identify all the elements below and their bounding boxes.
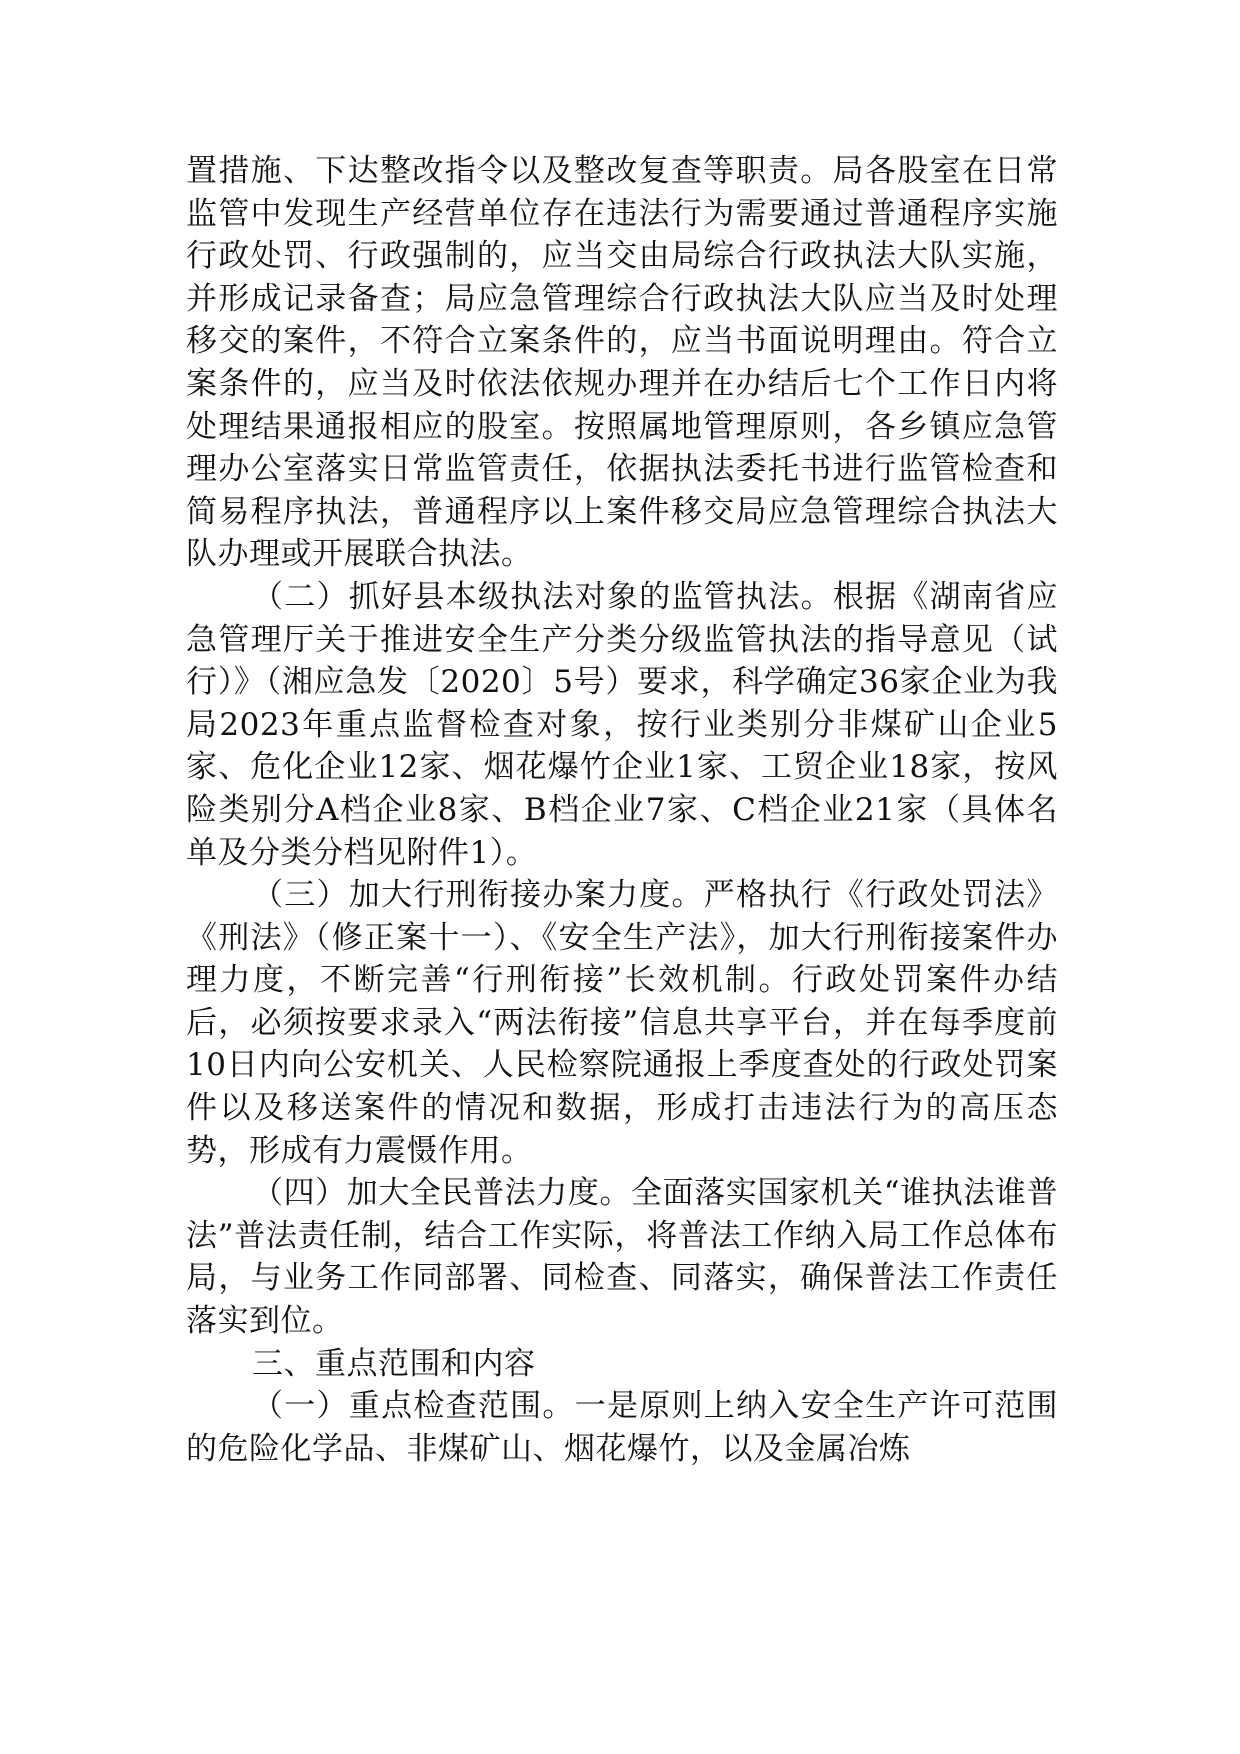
paragraph-section-2-county-enforcement: （二）抓好县本级执法对象的监管执法。根据《湖南省应急管理厅关于推进安全生产分类分级监管执法的指导意见（试行）》（湘应急发〔2020〕5号）要求，科学确定36家企业为我局2023年重点监督检查对象，按行业类别分非煤矿山企业5家、危化企业12家、烟花爆竹企业1家、工贸企业18家，按风险类别分A档企业8家、B档企业7家、C档企业21家（具体名单及分类分档见附件1）。 — [186, 578, 1058, 871]
document-body — [186, 150, 1058, 1470]
section-heading-scope-content: 三、重点范围和内容 — [252, 1345, 536, 1382]
paragraph-continued-duties: 置措施、下达整改指令以及整改复查等职责。局各股室在日常监管中发现生产经营单位存在违法行为需要通过普通程序实施行政处罚、行政强制的，应当交由局综合行政执法大队实施，并形成记录备查；局应急管理综合行政执法大队应当及时处理移交的案件，不符合立案条件的，应当书面说明理由。符合立案条件的，应当及时依法依规办理并在办结后七个工作日内将处理结果通报相应的股室。按照属地管理原则，各乡镇应急管理办公室落实日常监管责任，依据执法委托书进行监管检查和简易程序执法，普通程序以上案件移交局应急管理综合执法大队办理或开展联合执法。 — [186, 153, 1058, 573]
paragraph-key-inspection-scope: （一）重点检查范围。一是原则上纳入安全生产许可范围的危险化学品、非煤矿山、烟花爆竹，以及金属冶炼 — [186, 1388, 1058, 1467]
paragraph-section-3-criminal-link: （三）加大行刑衔接办案力度。严格执行《行政处罚法》《刑法》（修正案十一）、《安全生产法》，加大行刑衔接案件办理力度，不断完善“行刑衔接”长效机制。行政处罚案件办结后，必须按要求录入“两法衔接”信息共享平台，并在每季度前10日内向公安机关、人民检察院通报上季度查处的行政处罚案件以及移送案件的情况和数据，形成打击违法行为的高压态势，形成有力震慑作用。 — [186, 877, 1058, 1169]
paragraph-section-4-law-popularization: （四）加大全民普法力度。全面落实国家机关“谁执法谁普法”普法责任制，结合工作实际，将普法工作纳入局工作总体布局，与业务工作同部署、同检查、同落实，确保普法工作责任落实到位。 — [186, 1175, 1058, 1340]
